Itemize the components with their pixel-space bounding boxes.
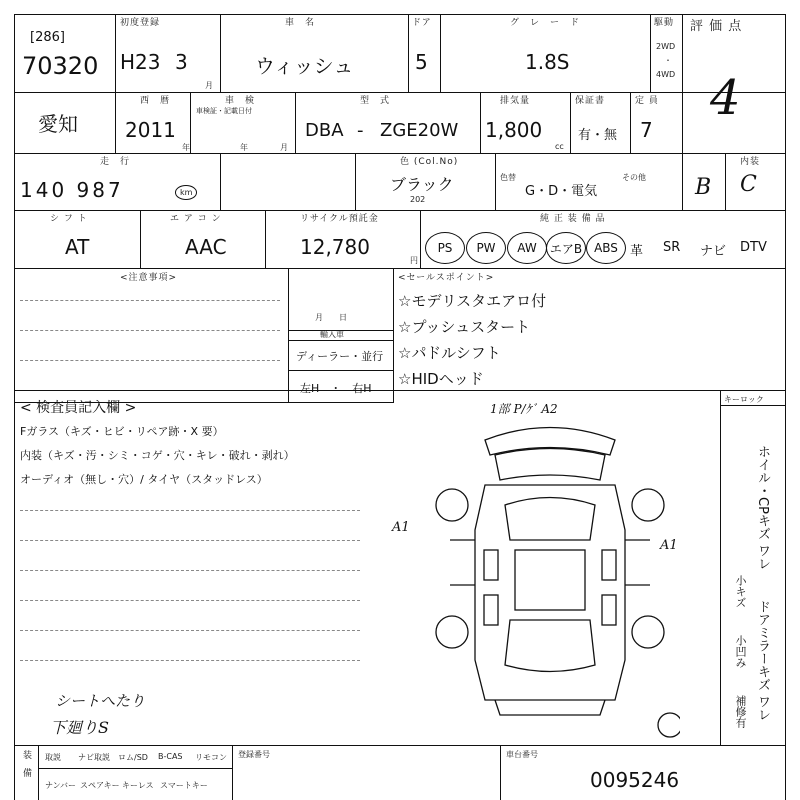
serial-number: 0095246 [590,768,680,792]
footer-remote: リモコン [195,753,227,762]
door-label: ドア [412,18,432,28]
capacity-value: 7 [640,118,653,142]
footer-manual: 取説 [45,753,61,762]
import-label: 輸入車 [320,330,344,339]
shaken-label: 車 検 [225,96,256,106]
diagram-left-note: A1 [392,520,410,535]
serial-label: 車台番号 [506,750,538,759]
color-change: 色替 [500,173,516,182]
inspect-line-audio: オーディオ（無し・穴）/ タイヤ（スタッドレス） [20,473,268,486]
shift-label: シ フ ト [50,214,88,224]
right-note-small-scratch: 小キズ [734,575,747,608]
footer-navi-manual: ナビ取説 [78,753,110,762]
color-label: 色 (Col.No) [400,157,459,167]
sales-point-1: ☆モデリスタエアロ付 [398,292,547,310]
sales-point-3: ☆パドルシフト [398,344,501,362]
equip-dtv: DTV [740,240,767,255]
handwritten-note-under: 下廻りS [50,718,109,737]
equip-pw: PW [466,232,506,264]
recycle-value: 12,780 [300,235,370,259]
equip-abs: ABS [586,232,626,264]
recycle-unit: 円 [410,256,418,265]
shift-value: AT [65,235,90,259]
keylock-label: キーロック [724,395,764,404]
regist-label: 初度登録 [120,18,161,28]
key-types: G・D・電気 [525,184,598,199]
right-note-small-dent: 小凹み [734,635,747,668]
regist-era: H23 [120,50,161,74]
equip-ps: PS [425,232,465,264]
equip-sr: SR [663,240,681,255]
equip-label: 純 正 装 備 品 [540,214,606,224]
color-number: 202 [410,195,426,204]
footer-smart-key: スマートキー [160,781,208,790]
exterior-grade: B [695,175,712,200]
warranty-value: 有・無 [578,128,618,143]
model-dash: - [357,120,364,141]
handwritten-note-seat: シートへたり [55,692,146,710]
disp-label: 排気量 [500,96,531,106]
equip-aw: AW [507,232,547,264]
score-value: 4 [710,70,741,126]
footer-rom-sd: ロム/SD [118,753,148,762]
row-line-5 [14,390,786,391]
drive-label: 駆動 [654,18,675,28]
recycle-label: リサイクル預託金 [300,214,379,224]
diagram-right-note: A1 [660,538,678,553]
drive-4wd: 4WD [656,70,676,79]
right-note-repair: 補修有 [734,695,747,728]
other-label: その他 [622,173,646,182]
area-value: 愛知 [38,112,78,136]
model-prefix: DBA [305,120,344,141]
year-value: 2011 [125,118,176,142]
right-note-wheel: ホイル・CPキズ ワレ [755,445,770,571]
dealer-parallel: ディーラー・並行 [296,350,384,363]
month-unit: 月 [205,81,213,90]
name-label: 車 名 [285,18,316,28]
inspect-line-interior: 内装（キズ・汚・シミ・コゲ・穴・キレ・破れ・剥れ） [20,449,295,462]
score-label: 評 価 点 [690,19,743,34]
lot-number: 70320 [22,52,99,80]
right-note-mirror: ドアミラーキズ ワレ [755,600,770,722]
equip-navi: ナビ [700,244,727,259]
equip-side-label: 装 備 [21,750,31,777]
handle-side: 左H ・ 右H [300,382,372,395]
right-border [785,14,786,800]
warranty-label: 保証書 [575,96,606,106]
footer-keyless: キーレス [122,781,154,790]
year-label: 西 暦 [140,96,171,106]
year-unit: 年 [182,143,190,152]
cc-unit: cc [555,142,564,151]
car-name: ウィッシュ [255,54,354,78]
interior-label: 内装 [740,157,761,167]
mileage-label: 走 行 [100,157,131,167]
shaken-note: 車検証・記載日付 [196,107,252,115]
regist-month: 3 [175,50,188,74]
diagram-top-note: 1部 P/ｹﾞ A2 [490,402,558,416]
color-value: ブラック [390,175,454,194]
inspector-label: < 検査員記入欄 > [20,400,137,416]
left-border [14,14,15,800]
equip-leather: 革 [630,244,644,259]
row-line-3 [14,210,786,211]
inspect-line-glass: Fガラス（キズ・ヒビ・リペア跡・X 要） [20,425,224,438]
cap-label: 定 員 [635,96,659,106]
sales-point-2: ☆プッシュスタート [398,318,531,336]
ac-value: AAC [185,235,227,259]
month-day: 月 日 [315,313,347,322]
door-count: 5 [415,50,428,74]
notes-label: <注意事項> [120,273,178,283]
footer-bcas: B-CAS [158,752,183,761]
type-label: 型 式 [360,96,391,106]
car-damage-diagram [420,410,680,740]
row-line-6 [14,745,786,746]
footer-spare-key: スペアキー [80,781,120,790]
ac-label: エ ア コ ン [170,214,222,224]
displacement-value: 1,800 [485,118,543,142]
model-value: ZGE20W [380,120,459,141]
drive-2wd: 2WD [656,42,676,51]
footer-number: ナンバー [45,781,77,790]
sales-label: <セールスポイント> [398,273,495,283]
row-line-1 [14,92,786,93]
ref-number: [286] [30,30,65,45]
equip-airbag: エアB [546,232,586,264]
grade-value: 1.8S [525,50,570,74]
shaken-month: 月 [280,143,288,152]
row-line-4 [14,268,786,269]
grade-label: グ レ ー ド [510,18,581,28]
sales-point-4: ☆HIDヘッド [398,370,484,388]
interior-grade: C [740,172,757,197]
km-unit: km [175,185,197,200]
shaken-year: 年 [240,143,248,152]
mileage-value: 140 987 [20,178,124,202]
reg-no-label: 登録番号 [238,750,270,759]
